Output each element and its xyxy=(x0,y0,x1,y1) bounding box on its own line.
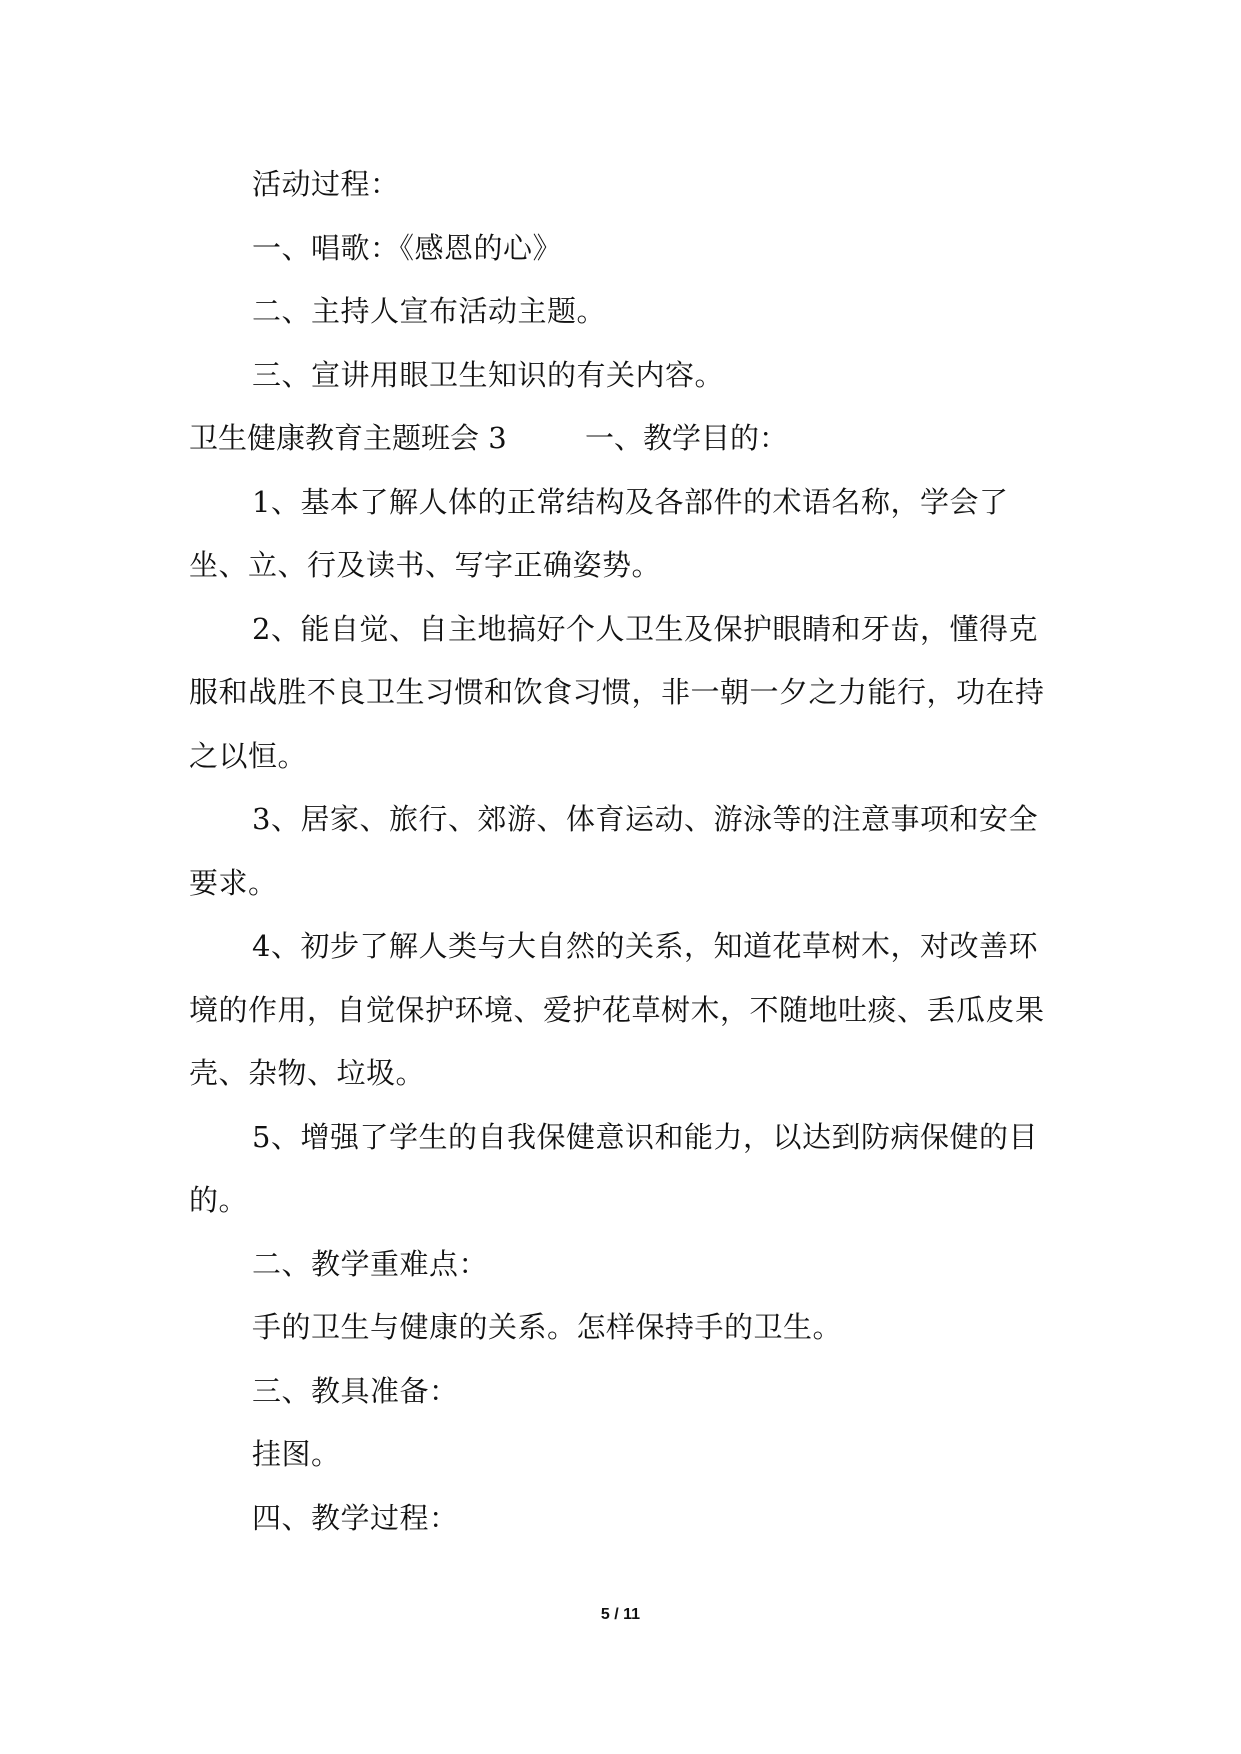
section-title: 卫生健康教育主题班会 3 xyxy=(189,421,507,455)
objective-item: 1、基本了解人体的正常结构及各部件的术语名称，学会了坐、立、行及读书、写字正确姿势。 xyxy=(189,484,1009,582)
heading-teaching-aids: 三、教具准备： xyxy=(252,1373,459,1408)
heading-key-points: 二、教学重难点： xyxy=(252,1246,489,1281)
paragraph-hand-hygiene: 手的卫生与健康的关系。怎样保持手的卫生。 xyxy=(252,1310,843,1344)
page-number: 5 / 11 xyxy=(600,1606,641,1623)
section-subtitle: 一、教学目的： xyxy=(585,421,789,455)
document-body xyxy=(189,153,1061,1550)
paragraph-eye-hygiene: 三、宣讲用眼卫生知识的有关内容。 xyxy=(252,357,725,392)
heading-teaching-process: 四、教学过程： xyxy=(252,1500,459,1535)
objective-item: 3、居家、旅行、郊游、体育运动、游泳等的注意事项和安全要求。 xyxy=(189,802,1038,900)
paragraph-song: 一、唱歌：《感恩的心》 xyxy=(252,230,563,265)
objective-item: 5、增强了学生的自我保健意识和能力，以达到防病保健的目的。 xyxy=(189,1119,1038,1217)
paragraph-host-announces: 二、主持人宣布活动主题。 xyxy=(252,294,607,328)
objective-item: 4、初步了解人类与大自然的关系，知道花草树木，对改善环境的作用，自觉保护环境、爱护花草树木，不随地吐痰、丢瓜皮果壳、杂物、垃圾。 xyxy=(189,929,1045,1090)
paragraph-wall-charts: 挂图。 xyxy=(252,1437,341,1471)
objective-item: 2、能自觉、自主地搞好个人卫生及保护眼睛和牙齿，懂得克服和战胜不良卫生习惯和饮食习惯，非一朝一夕之力能行，功在持之以恒。 xyxy=(189,611,1045,773)
section-heading xyxy=(189,407,1061,471)
paragraph-activity-process: 活动过程： xyxy=(252,167,400,201)
